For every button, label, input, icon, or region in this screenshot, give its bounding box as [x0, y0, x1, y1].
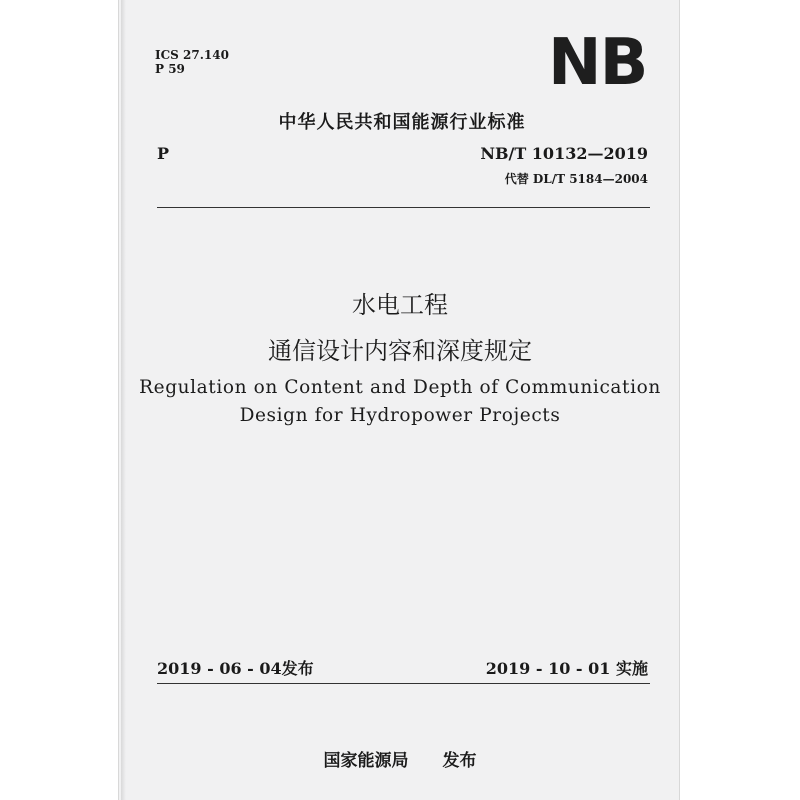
issue-date-value: 2019 - 06 - 04	[157, 659, 282, 678]
ics-code: ICS 27.140	[155, 48, 229, 62]
effective-date-value: 2019 - 10 - 01	[485, 659, 611, 678]
ccs-code: P 59	[155, 62, 185, 76]
top-divider	[157, 207, 650, 208]
issue-date	[157, 656, 314, 679]
publisher-name: 国家能源局	[323, 751, 409, 771]
title-en-line2: Design for Hydropower Projects	[239, 405, 561, 426]
publisher-action: 发布	[442, 751, 477, 771]
publisher-line	[0, 746, 800, 771]
title-cn-line1: 水电工程	[352, 291, 448, 319]
replaces-standard: 代替 DL/T 5184—2004	[504, 172, 648, 186]
title-en-line1: Regulation on Content and Depth of Communication	[139, 377, 661, 398]
effective-date-label: 实施	[615, 659, 648, 678]
standard-number: NB/T 10132—2019	[480, 144, 648, 163]
issue-date-label: 发布	[281, 659, 314, 678]
classification-codes	[155, 48, 229, 76]
title-cn-line2: 通信设计内容和深度规定	[268, 337, 532, 365]
bottom-divider	[157, 683, 650, 684]
industry-standard-title: 中华人民共和国能源行业标准	[278, 112, 526, 133]
category-letter: P	[157, 144, 170, 163]
effective-date	[486, 656, 648, 679]
nb-logo: NB	[548, 26, 647, 100]
